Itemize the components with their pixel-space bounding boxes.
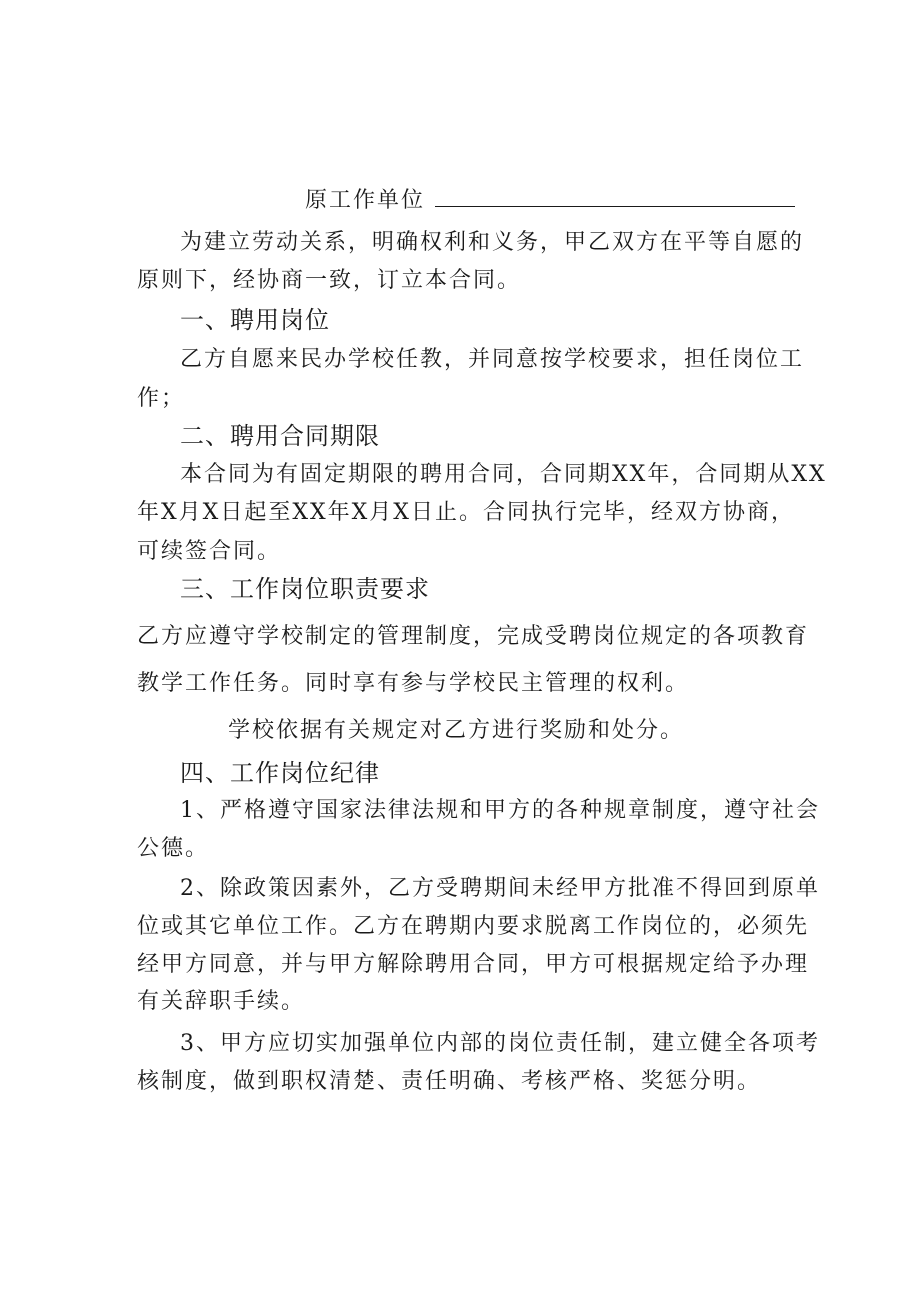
section1-heading: 一、聘用岗位 bbox=[180, 306, 330, 334]
section4-item2-line-3: 经甲方同意，并与甲方解除聘用合同，甲方可根据规定给予办理 bbox=[137, 952, 810, 977]
original-employer-line bbox=[305, 186, 795, 216]
original-employer-label: 原工作单位 bbox=[305, 188, 426, 213]
section4-item2-line-2: 位或其它单位工作。乙方在聘期内要求脱离工作岗位的，必须先 bbox=[137, 914, 810, 939]
section3-line-3: 学校依据有关规定对乙方进行奖励和处分。 bbox=[228, 718, 685, 743]
intro-line-1: 为建立劳动关系，明确权利和义务，甲乙双方在平等自愿的 bbox=[180, 230, 805, 255]
section3-heading: 三、工作岗位职责要求 bbox=[180, 575, 430, 603]
section4-item1-line-1: 1、严格遵守国家法律法规和甲方的各种规章制度，遵守社会 bbox=[180, 798, 820, 823]
section2-line-1: 本合同为有固定期限的聘用合同，合同期XX年，合同期从XX bbox=[180, 462, 827, 487]
section3-line-1: 乙方应遵守学校制定的管理制度，完成受聘岗位规定的各项教育 bbox=[137, 624, 810, 649]
section4-item3-line-2: 核制度，做到职权清楚、责任明确、考核严格、奖惩分明。 bbox=[137, 1069, 762, 1094]
section4-heading: 四、工作岗位纪律 bbox=[180, 759, 380, 787]
original-employer-blank bbox=[435, 186, 795, 207]
section3-line-2: 教学工作任务。同时享有参与学校民主管理的权利。 bbox=[137, 671, 690, 696]
section2-line-3: 可续签合同。 bbox=[137, 539, 282, 564]
section1-line-2: 作； bbox=[137, 386, 186, 411]
section2-line-2: 年X月X日起至XX年X月X日止。合同执行完毕，经双方协商， bbox=[137, 500, 795, 525]
section1-line-1: 乙方自愿来民办学校任教，并同意按学校要求，担任岗位工 bbox=[180, 347, 805, 372]
section4-item3-line-1: 3、甲方应切实加强单位内部的岗位责任制，建立健全各项考 bbox=[180, 1031, 820, 1056]
section4-item2-line-4: 有关辞职手续。 bbox=[137, 989, 306, 1014]
section4-item2-line-1: 2、除政策因素外，乙方受聘期间未经甲方批准不得回到原单 bbox=[180, 876, 820, 901]
section2-heading: 二、聘用合同期限 bbox=[180, 422, 380, 450]
intro-line-2: 原则下，经协商一致，订立本合同。 bbox=[137, 268, 522, 293]
section4-item1-line-2: 公德。 bbox=[137, 836, 210, 861]
